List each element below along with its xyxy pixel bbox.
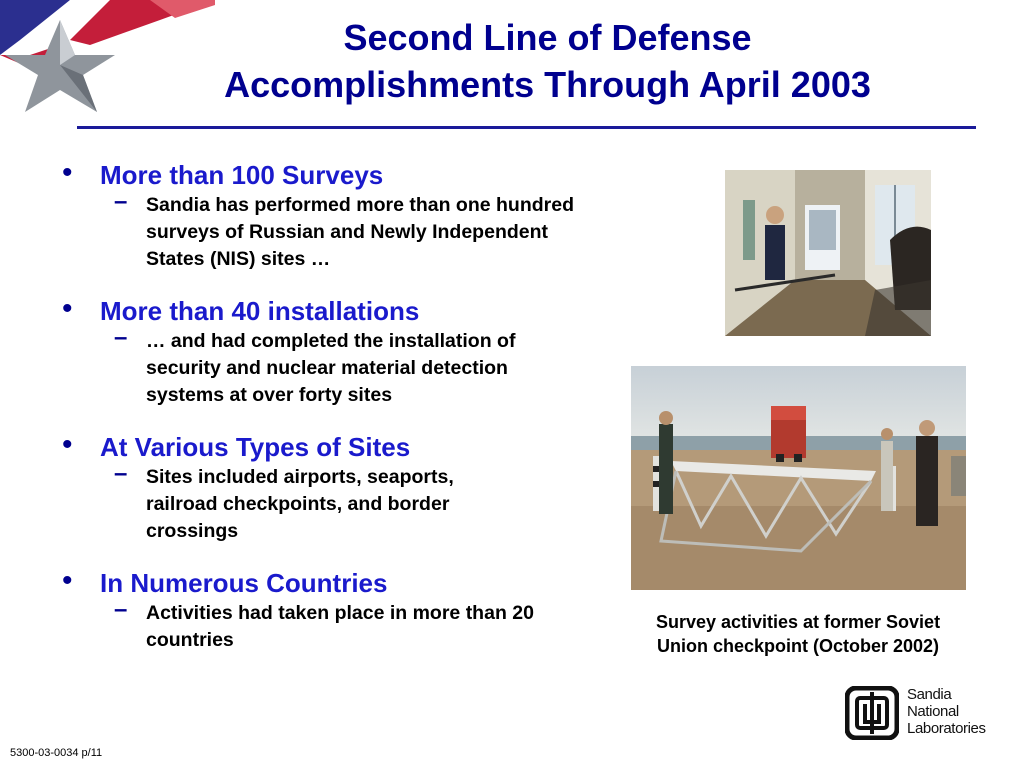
sub-bullet-marker: – (114, 324, 128, 351)
logo-line-3: Laboratories (907, 720, 986, 737)
caption-line-2: Union checkpoint (October 2002) (656, 636, 940, 656)
logo-line-1: Sandia (907, 686, 952, 703)
bullet-heading: More than 40 installations (100, 296, 420, 326)
bullet-marker: • (62, 428, 73, 461)
sub-bullet-marker: – (114, 188, 128, 215)
photo-caption (620, 610, 976, 658)
sub-bullet-marker: – (114, 596, 128, 623)
title-line-1: Second Line of Defense (343, 17, 752, 58)
checkpoint-photo (631, 366, 966, 590)
bullet-item-surveys (62, 156, 582, 273)
bullet-marker: • (62, 564, 73, 597)
caption-line-1: Survey activities at former Soviet (655, 612, 941, 632)
bullet-marker: • (62, 292, 73, 325)
sandia-thunderbird-icon (845, 686, 899, 740)
title-divider (77, 126, 976, 129)
slide-footer-id: 5300-03-0034 p/11 (10, 747, 103, 759)
sub-bullet-text: Activities had taken place in more than 20 countries (146, 602, 534, 651)
bullet-heading: At Various Types of Sites (100, 432, 411, 462)
sub-bullet-text: … and had completed the installation of security and nuclear material detection systems at over forty sites (146, 330, 516, 406)
sub-bullet-marker: – (114, 460, 128, 487)
bullet-item-countries (62, 564, 582, 654)
slide-title (120, 14, 975, 108)
corridor-photo (725, 170, 931, 336)
bullet-heading: In Numerous Countries (100, 568, 388, 598)
sub-bullet-text: Sandia has performed more than one hundred surveys of Russian and Newly Independent States (NIS) sites … (146, 194, 574, 270)
bullet-heading: More than 100 Surveys (100, 160, 384, 190)
bullet-item-installations (62, 292, 582, 409)
title-line-2: Accomplishments Through April 2003 (224, 64, 871, 105)
bullet-item-site-types (62, 428, 582, 545)
sandia-logo (845, 686, 985, 742)
logo-line-2: National (907, 703, 959, 720)
sub-bullet-text: Sites included airports, seaports, railroad checkpoints, and border crossings (146, 466, 454, 542)
bullet-marker: • (62, 156, 73, 189)
